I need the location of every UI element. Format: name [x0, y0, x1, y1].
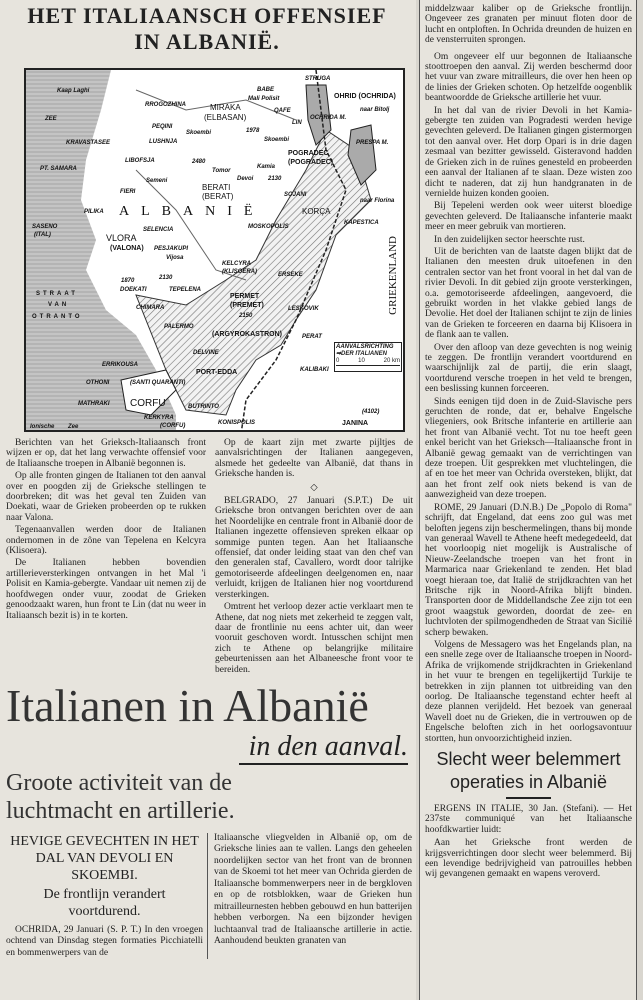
map-place-label: (ARGYROKASTRON) — [212, 331, 282, 338]
map-place-label: CORFU — [130, 398, 166, 409]
arrow-icon: ➡ — [336, 351, 342, 357]
map-place-label: OCHRIDA M. — [310, 115, 347, 121]
map-place-label: PRESPA M. — [356, 140, 389, 146]
left-flow — [6, 438, 414, 959]
map-place-label: BERATI — [202, 183, 231, 192]
map-country-label: GRIEKENLAND — [387, 236, 399, 315]
map-place-label: PESJAKUPI — [154, 246, 189, 252]
map-place-label: (POGRADEC) — [288, 159, 334, 166]
map-place-label: KELCYRA — [222, 261, 252, 267]
map-place-label: VAN — [48, 302, 70, 308]
subhead-box — [6, 833, 208, 960]
headline-rule — [506, 797, 551, 799]
map-place-label: QAFE — [274, 108, 291, 114]
map-place-label: Zee — [68, 424, 79, 430]
map-place-label: Vijosa — [166, 255, 184, 261]
map-place-label: SOJANI — [284, 192, 307, 198]
map-place-label: BUTRINTO — [188, 404, 219, 410]
map-place-label: STRUGA — [305, 76, 331, 82]
map-place-label: ZEE — [45, 116, 57, 122]
map-scale: 0 10 20 km — [336, 358, 400, 364]
main-subheadline: in den aanval. — [239, 731, 408, 765]
main-col-b: Italiaansche vliegvelden in Albanië op, om de Grieksche linies aan te vallen. Langs den geheelen noordelijken sector van het front van de bronnen van de Skoemi tot het meer van Ochrida gierden de Italiaansche bommenwerpers neer in de bergkloven en op de rotsblokken, waar de Grieken hun mitrailleurnesten hebben gebouwd en hun batterijen hebben verborgen. Na een bijzonder hevigen luchtaanval trad de Italiaansche artillerie in actie. Aanhoudend beukten granaten van — [214, 832, 412, 947]
map-place-label: 1978 — [246, 128, 260, 134]
article-paragraph: ROME, 29 Januari (D.N.B.) De „Popolo di Roma" schrijft, dat Engeland, dat eens zoo gul was met beloften jegens zijn beschermelingen, thans bij monde van generaal Wavell te Athene heeft medegedeeld, dat het voorloopig niet mogelijk is Australische of Nieuw-Zeelandsche troepen van het front in Marmarica naar Griekenland te zenden. Het blad voegt hieraan toe, dat Italië de strijdkrachten van het Britsche rijk in Noord-Afrika blijft binden. Transporten door de Middellandsche Zee zijn tot een groot waagstuk geworden, doordat de zee- en luchtvloten der spilmogendheden de Straat van Sicilië scherp bewaken. — [425, 502, 632, 638]
article-paragraph: Berichten van het Grieksch-Italiaansch front wijzen er op, dat het lang verwachte offensief voor de Italiaansche troepen in Albanië begonnen is. — [6, 438, 206, 469]
map-place-label: RROGOZHINA — [145, 102, 186, 108]
map-place-label: LIBOFSJA — [125, 158, 155, 164]
map-place-label: Kaap Laghi — [57, 88, 90, 94]
map-place-label: (VALONA) — [110, 245, 144, 252]
map-place-label: (4102) — [362, 409, 380, 415]
weather-text: Aan het Grieksche front werden de krijgsverrichtingen door slecht weer belemmerd. Bij een levendige bedrijvigheid van patrouilles hebben wij gevangenen gemaakt en wapens veroverd. — [425, 838, 632, 880]
map-place-label: ERSEKE — [278, 272, 303, 278]
map-place-label: LESKOVIK — [288, 306, 319, 312]
map-place-label: (ITAL) — [34, 232, 51, 238]
map-place-label: (KLISOERA) — [222, 269, 257, 275]
map-place-label: MOSKOPOLIS — [248, 224, 289, 230]
map-place-label: Devoi — [237, 176, 254, 182]
map-place-label: KRAVASTASEE — [66, 140, 111, 146]
map-place-label: OTRANTO — [32, 314, 83, 320]
map-place-label: POGRADEC — [288, 150, 329, 157]
map-graphic — [26, 70, 405, 432]
article-paragraph: Over den afloop van deze gevechten is nog weinig te zeggen. De frontlijn verandert voortdurend en waarschijnlijk zal de partij, die erin slaagt, voortdurend versche troepen in het veld te brengen, een beslissing kunnen forceeren. — [425, 342, 632, 395]
map-place-label: KORÇA — [302, 207, 331, 216]
map-place-label: LIN — [292, 120, 302, 126]
map-place-label: TEPELENA — [169, 287, 202, 293]
map-place-label: KAPESTICA — [344, 220, 379, 226]
article-title-line1: HET ITALIAANSCH OFFENSIEF — [27, 3, 387, 28]
map-place-label: JANINA — [342, 420, 369, 427]
article-paragraph: Uit de berichten van de laatste dagen blijkt dat de Italianen den meesten druk uitoefenen in den centralen sector van het front vooral in het dal van de rivier Devoli. In dit gebied zijn groote versterkingen, o.a. gemotoriseerde afdeelingen, aangevoerd, die gebruikt worden in het vlakke gebied langs de Devolie. Het doel der Italianen schijnt te zijn de linies van de Grieken te forceeren en daarna bij Klisoera in de flank aan te vallen. — [425, 246, 632, 341]
map-place-label: (ELBASAN) — [204, 113, 247, 122]
article-paragraph: Omtrent het verloop dezer actie verklaart men te Athene, dat nog niets met zekerheid te zeggen valt, daar de frontlinie nu eens achter uit, dan weer vooruit geschoven wordt. Intusschen schijnt men zich te Athene op belangrijke militaire gebeurtenissen aan het Albaneesche front voor te bereiden. — [215, 602, 413, 675]
map-place-label: BABE — [257, 87, 275, 93]
map-albania — [24, 68, 405, 432]
weather-headline: Slecht weer belemmert operaties in Albanië — [436, 749, 621, 793]
map-place-label: MATHRAKI — [78, 401, 110, 407]
article-paragraph: Tegenaanvallen werden door de Italianen ondernomen in de zône van Tepelena en Kelcyra (Klisoera). — [6, 525, 206, 557]
map-place-label: Kamia — [257, 164, 276, 170]
article-paragraph: De Italianen hebben bovendien artillerieversterkingen ontvangen in het Mal 'i Polisit en Kamia-gebergte. Vandaar uit nemen zij de hoofdwegen onder vuur, zoodat de Grieken genoodzaakt waren, hun front te Lin (dat nu weer in Italiaansch bezit is) in te korten. — [6, 558, 206, 621]
map-place-label: OTHONI — [86, 380, 110, 386]
map-place-label: 2130 — [159, 275, 173, 281]
map-place-label: KERKYRA — [144, 415, 174, 421]
map-place-label: PILIKA — [84, 209, 104, 215]
article-title-line2: IN ALBANIË. — [134, 29, 280, 54]
map-place-label: PEQINI — [152, 124, 173, 130]
weather-dateline: ERGENS IN ITALIE, 30 Jan. (Stefani). — Het 237ste communiqué van het Italiaansche hoofdkwartier luidt: — [425, 804, 632, 835]
map-place-label: STRAAT — [36, 291, 78, 297]
map-place-label: naar Bitolj — [360, 107, 390, 113]
box-headline: HEVIGE GEVECHTEN IN HET DAL VAN DEVOLI EN SKOEMBI. — [10, 833, 199, 883]
right-flow — [425, 4, 632, 880]
article-paragraph: Volgens de Messagero was het Engelands plan, na een snelle zege over de Italiaansche troepen in Noord-Afrika de vrijkomende strijdkrachten in Griekenland in het vuur te brengen en tegelijkertijd Turkije te betrekken in zijn plannen tot uitbreiding van den oorlog. De Italiaansche tegenstand echter heeft al deze plannen verijdeld. Het bezoek van generaal Wavell doet nu de Grieken, die in vertrouwen op de Engelsche beloften zich in het oorlogsavontuur stortten, hun onvoorzichtigheid inzien. — [425, 639, 632, 744]
article-paragraph: Sinds eenigen tijd doen in de Zuid-Slavische pers geruchten de ronde, dat er, behalve Engelsche vliegeniers, ook Britsche infanterie en artillerie aan het front van Albanië vecht. Tot nu toe heeft geen enkel bericht van het Grieksch—Italiaansche front in Albanië gewag gemaakt van de verrichtingen van deze troepen. Uit gesprekken met vluchtelingen, die af en toe het meer van Ochrida oversteken, blijkt, dat aan het front zelf ook niets bekend is van de aanwezigheid van deze troepen. — [425, 396, 632, 501]
map-place-label: FIERI — [120, 189, 136, 195]
main-headline: Italianen in Albanië — [6, 679, 369, 731]
map-place-label: Ionische — [30, 424, 55, 430]
article-paragraph: Om ongeveer elf uur begonnen de Italiaansche stoottroepen den aanval. Zij werden beschermd door het vuur van zware mitrailleurs, die over hen heen op de linies der Grieken schoten. Op hetzelfde oogenblik beantwoordde de Grieksche artillerie het vuur. — [425, 51, 632, 104]
map-place-label: Skoembi — [264, 137, 290, 143]
map-place-label: 1870 — [121, 278, 135, 284]
article-paragraph: middelzwaar kaliber op de Grieksche frontlijn. Ongeveer zes granaten per minuut floten door de lucht en ontploften. In Ochrida dreunden de huizen en de vensterruiten sprongen. — [425, 4, 632, 46]
map-place-label: SELENCIA — [143, 227, 174, 233]
map-place-label: KALIBAKI — [300, 367, 329, 373]
map-place-label: DOEKATI — [120, 287, 147, 293]
map-place-label: naar Florina — [360, 198, 395, 204]
map-place-label: SASENO — [32, 224, 58, 230]
map-place-label: PT. SAMARA — [40, 166, 77, 172]
map-place-label: Mali Polisit — [248, 96, 280, 102]
map-place-label: (BERAT) — [202, 192, 234, 201]
map-place-label: OHRID (OCHRIDA) — [334, 93, 396, 100]
ochrida-text: OCHRIDA, 29 Januari (S. P. T.) In den vroegen ochtend van Dinsdag stegen formaties Picchiatelli en bommenwerpers van de — [6, 924, 203, 958]
article-paragraph: Op de kaart zijn met zwarte pijltjes de aanvalsrichtingen der Italianen aangegeven, alsmede het gedeelte van Albanië, dat thans in Grieksche handen is. — [215, 438, 413, 480]
map-place-label: PERAT — [302, 334, 322, 340]
main-deck: Groote activiteit van de luchtmacht en artillerie. — [6, 769, 235, 824]
section-divider: ◇ — [310, 482, 318, 493]
map-place-label: 2150 — [239, 313, 253, 319]
article-paragraph: In den zuidelijken sector heerschte rust. — [434, 234, 585, 245]
map-place-label: PORT-EDDA — [196, 369, 238, 376]
map-place-label: CHIMARA — [136, 305, 165, 311]
map-place-label: (SANTI QUARANTI) — [130, 380, 186, 386]
article-paragraph: Bij Tepeleni werden ook weer uiterst bloedige gevechten geleverd. De Italiaansche infanterie maakt meer en meer gebruik van mortieren. — [425, 201, 632, 233]
box-subheadline: De frontlijn verandert voortdurend. — [43, 886, 166, 919]
map-place-label: VLORA — [106, 233, 137, 243]
map-place-label: (PREMET) — [230, 302, 264, 309]
map-place-label: Skoembi — [186, 130, 212, 136]
top-article-col1 — [6, 438, 206, 677]
map-place-label: Semeni — [146, 178, 168, 184]
map-country-label: ALBANIË — [119, 204, 265, 219]
map-place-label: KONISPOLIS — [218, 420, 256, 426]
map-place-label: DELVINE — [193, 350, 219, 356]
top-article-col2 — [215, 438, 413, 677]
map-place-label: Tomor — [212, 168, 231, 174]
map-place-label: PALERMO — [164, 324, 194, 330]
article-paragraph: BELGRADO, 27 Januari (S.P.T.) De uit Grieksche bron ontvangen berichten over de aan het Noordelijke en centrale front in Albanië door de Italianen ingezette offensieven spreken elkaar op sommige punten tegen. Aan het Italiaansche offensief, dat onder leiding staat van den chef van den generalen staf, Cavallero, wordt door talrijke gemotoriseerde afdeelingen deelgenomen en, naar verluidt, krijgen de Italianen hier nog voortdurend versterkingen. — [215, 496, 413, 600]
map-place-label: ERRIKOUSA — [102, 362, 139, 368]
map-place-label: LUSHNJA — [149, 139, 178, 145]
map-legend: AANVALSRICHTING ➡DER ITALIANEN 0 10 20 km — [334, 342, 402, 372]
map-place-label: (CORFU) — [160, 423, 186, 429]
map-place-label: 2130 — [268, 176, 282, 182]
map-place-label: PERMET — [230, 293, 260, 300]
map-place-label: MIRAKA — [210, 103, 241, 112]
article-paragraph: In het dal van de rivier Devoli in het Kamia-gebergte ten zuiden van Pogradesti werden hevige gevechten geleverd. De Italianen gingen gistermorgen tot den aanval over. Het dorp Opari is in drie dagen zesmaal van bezitter gewisseld. Gisteravond hadden de Grieken zich in de ruïnes genesteld en probeerden een aanval der Italianen af te slaan. Deze wisten zoo dicht te naderen, dat zij hun handgranaten in de vernielde huizen konden gooien. — [425, 105, 632, 199]
article-paragraph: Op alle fronten gingen de Italianen tot den aanval over en poogden zij de Grieksche stellingen te doorbreken; dit was het geval ten Zuiden van Doekati, waar de Grieken probeerden op te rukken naar Valona. — [6, 471, 206, 523]
map-place-label: 2480 — [192, 159, 206, 165]
